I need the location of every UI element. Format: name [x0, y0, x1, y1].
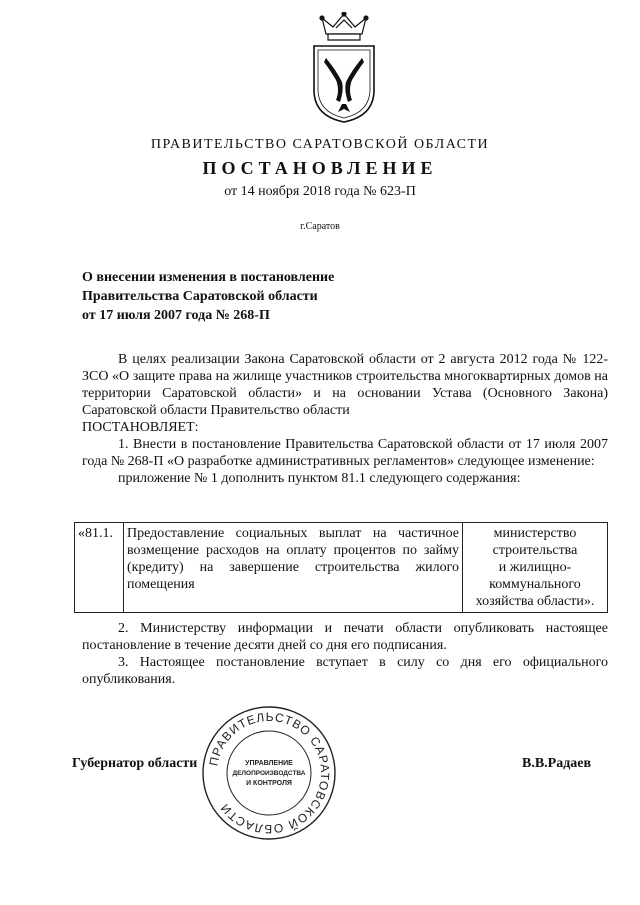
shield-icon [314, 46, 374, 122]
official-stamp [200, 704, 338, 842]
item-2-paragraph: 2. Министерству информации и печати области опубликовать настоящее постановление в течение десяти дней со дня его подписания. [82, 621, 608, 653]
document-body-part2 [82, 620, 608, 688]
stamp-center-line: И КОНТРОЛЯ [246, 780, 292, 787]
organization-title: ПРАВИТЕЛЬСТВО САРАТОВСКОЙ ОБЛАСТИ [150, 137, 490, 152]
preamble-paragraph: В целях реализации Закона Саратовской области от 2 августа 2012 года № 122-ЗСО «О защите права на жилище участников строительства многоквартирных домов на территории Саратовской области» и на основании Устава (Основного Закона) Саратовской области Правительство области [82, 352, 608, 418]
decree-word: ПОСТАНОВЛЯЕТ: [82, 420, 199, 435]
stamp-center-line: ДЕЛОПРОИЗВОДСТВА [232, 770, 306, 777]
responsible-line: и жилищно- [498, 560, 572, 575]
document-subject [82, 268, 334, 325]
subject-line: от 17 июля 2007 года № 268-П [82, 308, 270, 323]
coat-of-arms-emblem [306, 12, 382, 124]
subject-line: Правительства Саратовской области [82, 289, 318, 304]
item-3-paragraph: 3. Настоящее постановление вступает в силу со дня его официального опубликования. [82, 655, 608, 687]
document-type-heading: ПОСТАНОВЛЕНИЕ [202, 158, 438, 178]
responsible-body-cell [463, 523, 608, 613]
responsible-line: министерство [493, 526, 577, 541]
service-name-cell: Предоставление социальных выплат на частичное возмещение расходов на оплату процентов по займу (кредиту) на завершение строительства жилого помещения [124, 523, 463, 613]
item-1-paragraph: 1. Внести в постановление Правительства Саратовской области от 17 июля 2007 года № 268-П «О разработке административных регламентов» следующее изменение: [82, 437, 608, 469]
subject-line: О внесении изменения в постановление [82, 270, 335, 285]
signatory-name: В.В.Радаев [522, 756, 592, 771]
document-body-part1 [82, 351, 608, 487]
responsible-line: коммунального [489, 577, 581, 592]
crown-icon [320, 12, 368, 40]
responsible-line: строительства [492, 543, 578, 558]
stamp-ring-text: ПРАВИТЕЛЬСТВО САРАТОВСКОЙ ОБЛАСТИ [206, 709, 333, 837]
amendment-table [74, 522, 608, 613]
table-row [75, 523, 608, 613]
stamp-center-line: УПРАВЛЕНИЕ [245, 760, 293, 767]
document-date-number: от 14 ноября 2018 года № 623-П [224, 184, 416, 199]
signatory-title: Губернатор области [72, 756, 198, 771]
responsible-line: хозяйства области». [475, 594, 595, 609]
document-city: г.Саратов [300, 221, 340, 232]
item-number-cell: «81.1. [75, 523, 124, 613]
item-1-subparagraph: приложение № 1 дополнить пунктом 81.1 следующего содержания: [118, 471, 521, 486]
